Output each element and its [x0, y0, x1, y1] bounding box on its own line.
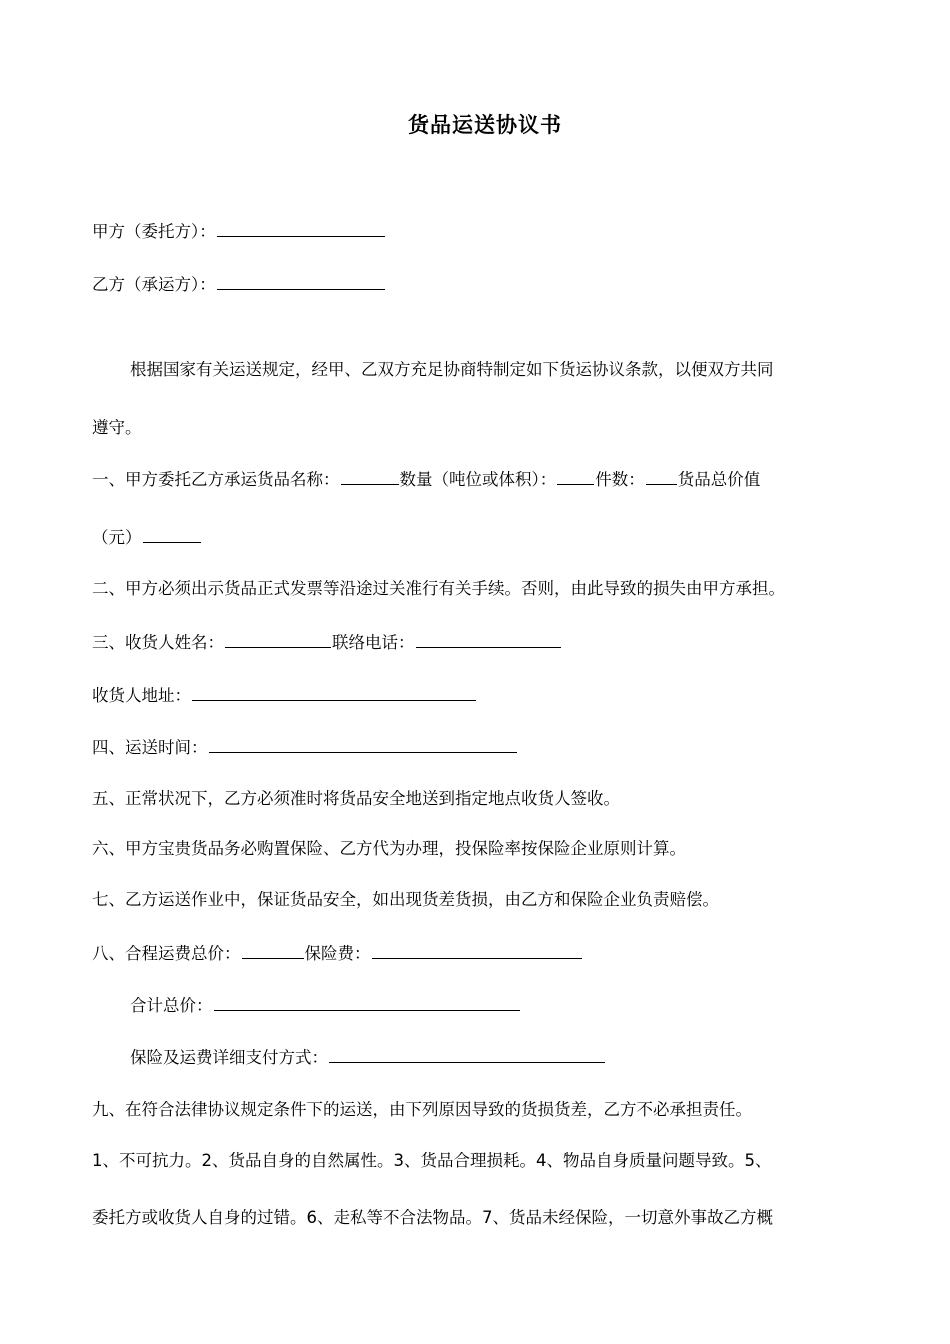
document-title: 货品运送协议书 — [408, 113, 562, 137]
total-value-blank[interactable] — [143, 524, 201, 543]
freight-blank[interactable] — [242, 940, 304, 959]
pieces-label: 件数： — [595, 470, 645, 489]
payment-blank[interactable] — [329, 1044, 605, 1063]
party-b-label: 乙方（承运方）： — [92, 275, 216, 294]
quantity-blank[interactable] — [557, 466, 594, 485]
intro-line-1: 根据国家有关运送规定，经甲、乙双方充足协商特制定如下货运协议条款，以便双方共同 — [130, 360, 774, 379]
clause-3-line — [92, 629, 562, 655]
clause-5: 五、正常状况下，乙方必须准时将货品安全地送到指定地点收货人签收。 — [92, 789, 620, 808]
intro-line-2: 遵守。 — [92, 418, 142, 437]
goods-name-label: 一、甲方委托乙方承运货品名称： — [92, 470, 340, 489]
transport-time-blank[interactable] — [209, 734, 517, 753]
party-a-blank[interactable] — [217, 218, 385, 237]
freight-label: 八、合程运费总价： — [92, 944, 241, 963]
consignee-name-label: 三、收货人姓名： — [92, 633, 224, 652]
party-a-line — [92, 218, 386, 244]
party-b-line — [92, 271, 386, 297]
clause-4-line — [92, 734, 518, 760]
goods-name-blank[interactable] — [341, 466, 399, 485]
clause-1-line — [92, 466, 760, 492]
yuan-label: （元） — [92, 528, 142, 547]
total-price-blank[interactable] — [214, 992, 520, 1011]
total-price-line — [130, 992, 521, 1018]
clause-7: 七、乙方运送作业中，保证货品安全，如出现货差货损，由乙方和保险企业负责赔偿。 — [92, 890, 719, 909]
insurance-fee-label: 保险费： — [304, 944, 371, 963]
reasons-line-2: 委托方或收货人自身的过错。6、走私等不合法物品。7、货品未经保险，一切意外事故乙方概 — [92, 1208, 773, 1227]
clause-9: 九、在符合法律协议规定条件下的运送，由下列原因导致的货损货差，乙方不必承担责任。 — [92, 1100, 752, 1119]
party-a-label: 甲方（委托方）： — [92, 222, 216, 241]
clause-6: 六、甲方宝贵货品务必购置保险、乙方代为办理，投保险率按保险企业原则计算。 — [92, 839, 686, 858]
transport-time-label: 四、运送时间： — [92, 738, 208, 757]
phone-blank[interactable] — [416, 629, 561, 648]
address-line — [92, 682, 477, 708]
clause-2: 二、甲方必须出示货品正式发票等沿途过关准行有关手续。否则，由此导致的损失由甲方承担。 — [92, 579, 785, 598]
party-b-blank[interactable] — [217, 271, 385, 290]
quantity-label: 数量（吨位或体积）： — [399, 470, 557, 489]
insurance-fee-blank[interactable] — [372, 940, 582, 959]
total-value-label: 货品总价值 — [677, 470, 761, 489]
address-blank[interactable] — [192, 682, 476, 701]
pieces-blank[interactable] — [646, 466, 677, 485]
payment-label: 保险及运费详细支付方式： — [130, 1048, 328, 1067]
clause-8-line — [92, 940, 583, 966]
phone-label: 联络电话： — [332, 633, 415, 652]
clause-1-cont — [92, 524, 202, 550]
total-price-label: 合计总价： — [130, 996, 213, 1015]
address-label: 收货人地址： — [92, 686, 191, 705]
consignee-name-blank[interactable] — [225, 629, 331, 648]
payment-line — [130, 1044, 606, 1070]
reasons-line-1: 1、不可抗力。2、货品自身的自然属性。3、货品合理损耗。4、物品自身质量问题导致。5、 — [92, 1151, 772, 1170]
